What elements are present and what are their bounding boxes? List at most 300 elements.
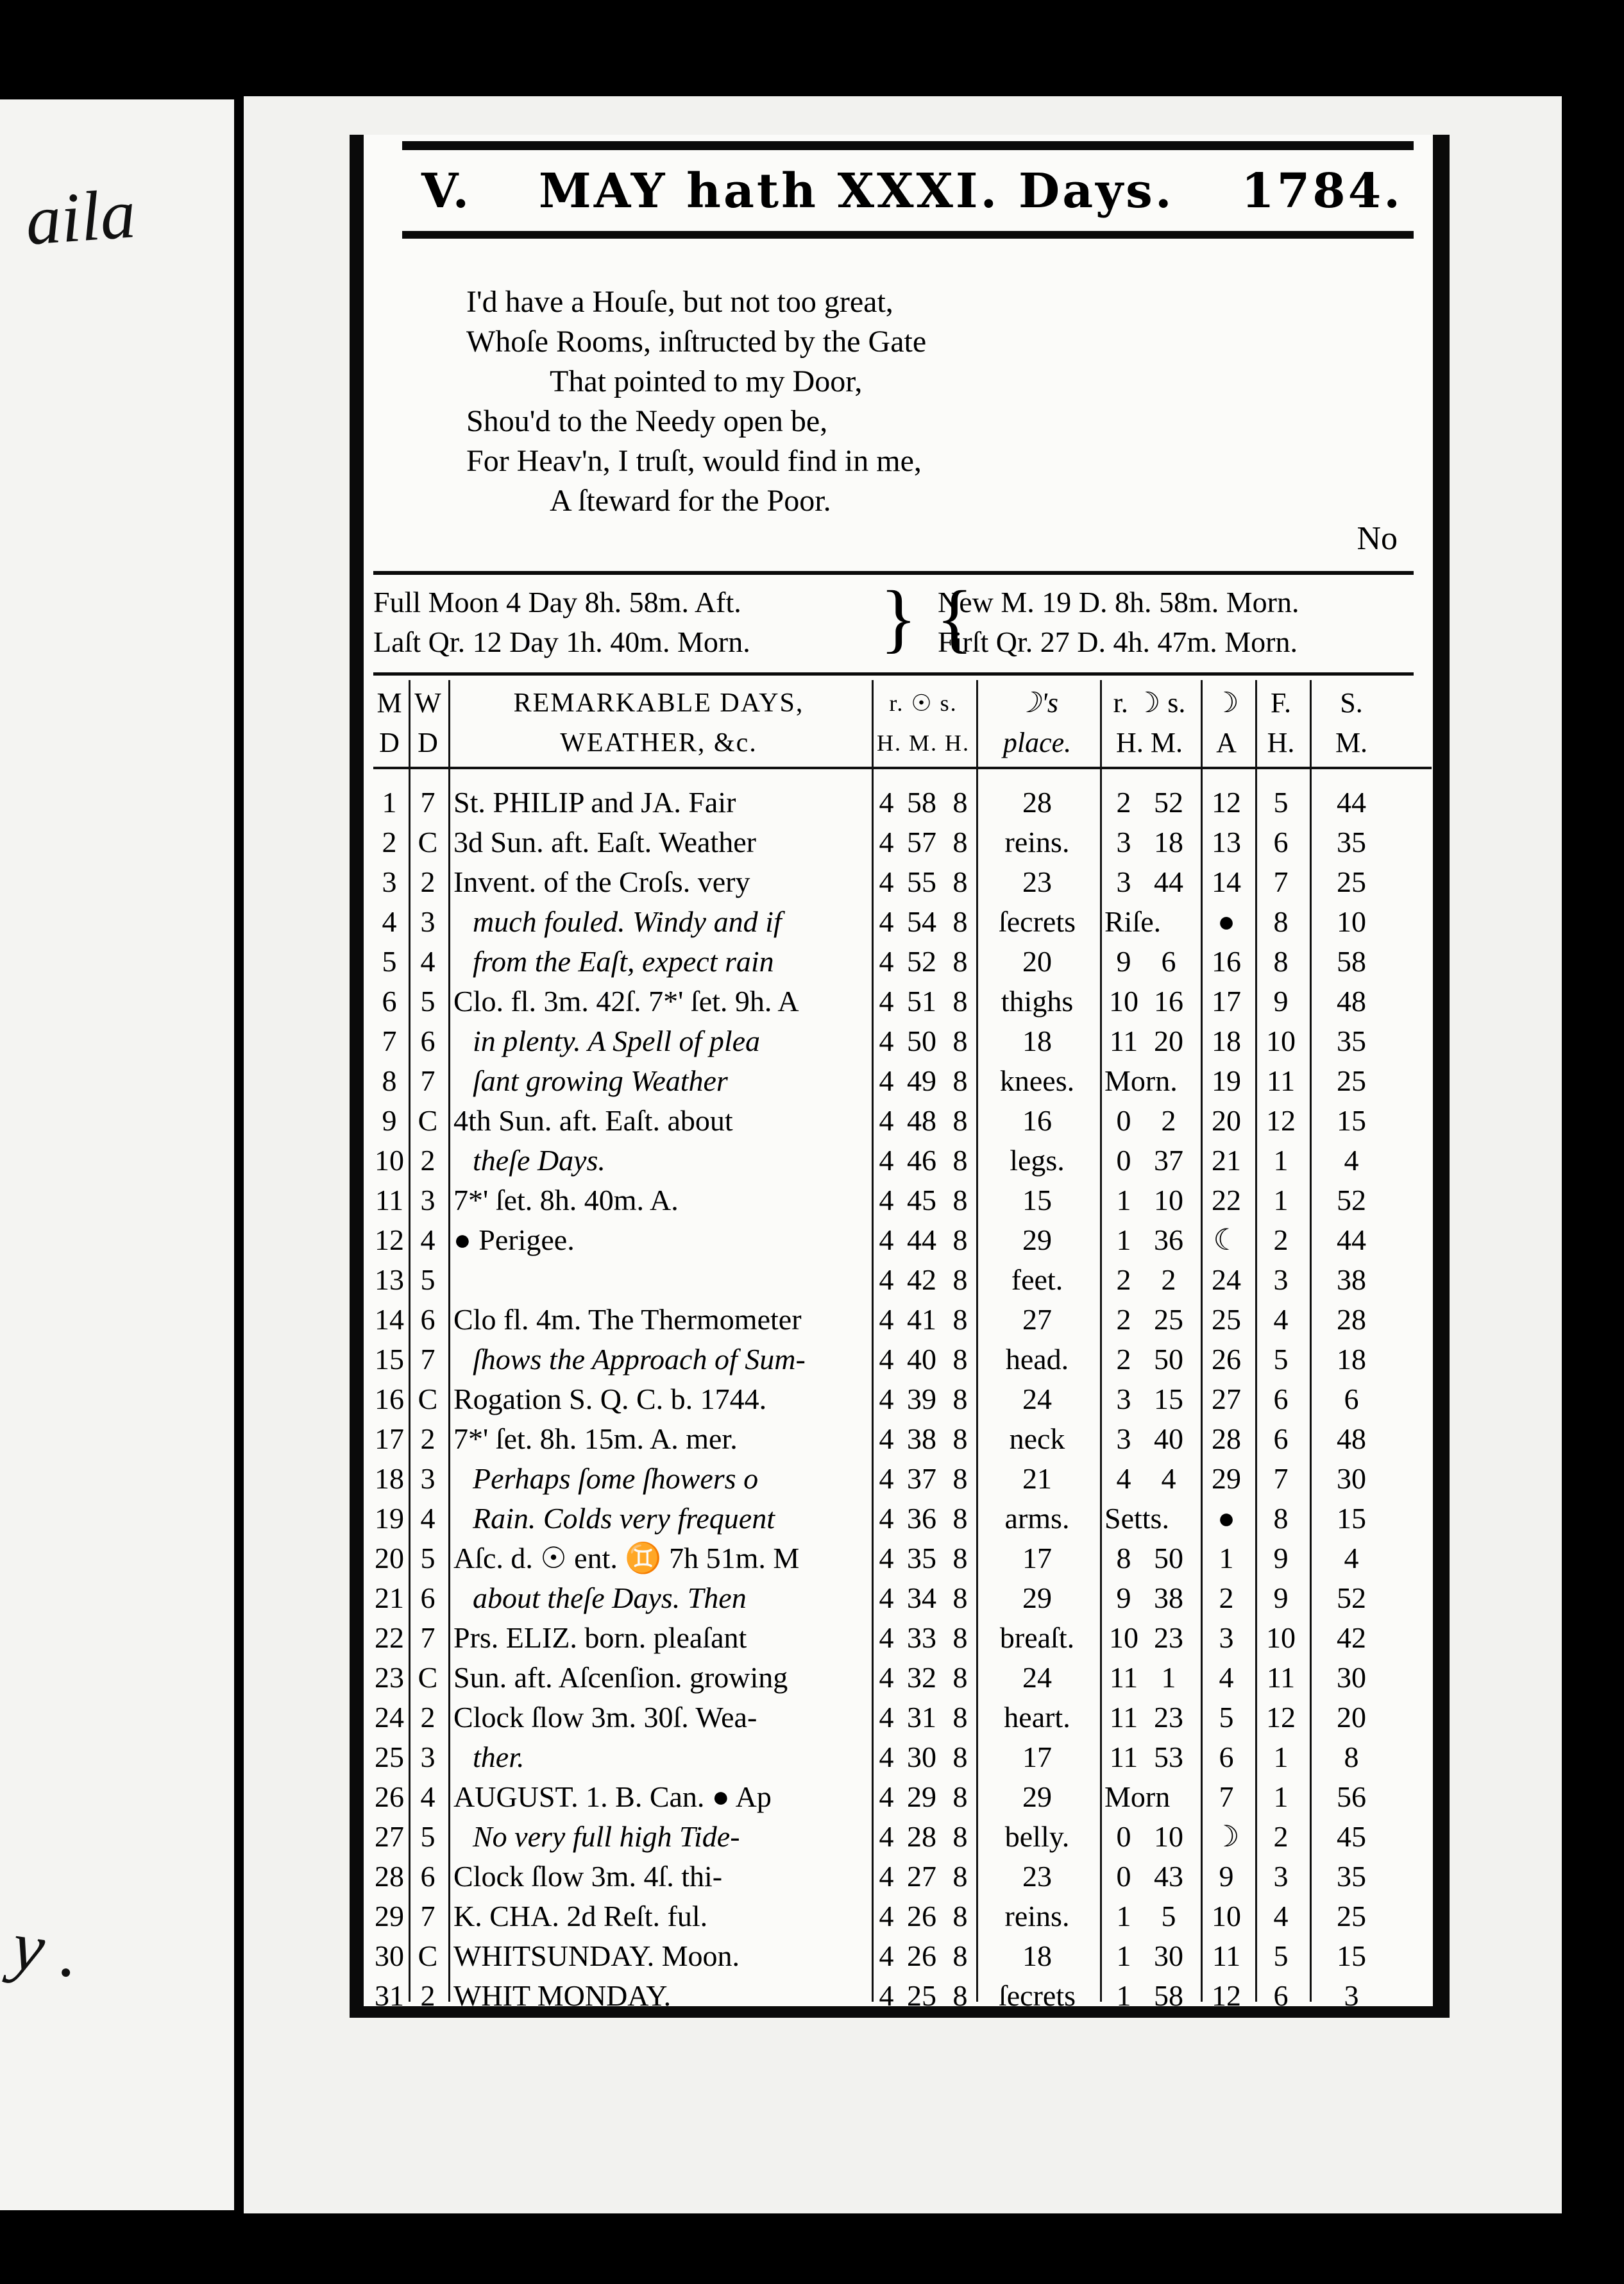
cell-mm: 20 — [1154, 1025, 1183, 1057]
phases-rule-bottom — [373, 672, 1414, 676]
col-flood: F. H. — [1267, 687, 1295, 758]
cell-fh: 12 — [1266, 1104, 1296, 1137]
cell-sm: 44 — [907, 1223, 936, 1256]
cell-sea: 25 — [1337, 1064, 1366, 1097]
table-row — [373, 822, 1432, 862]
verse-line: For Heav'n, I truſt, would find in me, — [466, 444, 922, 478]
cell-sm: 26 — [907, 1900, 936, 1932]
cell-ss: 8 — [952, 905, 968, 938]
cell-sm: 48 — [907, 1104, 936, 1137]
cell-rem: ſant growing Weather — [473, 1064, 728, 1097]
cell-sh: 4 — [879, 1741, 894, 1773]
cell-sm: 42 — [907, 1263, 936, 1296]
full-moon: Full Moon 4 Day 8h. 58m. Aft. — [373, 586, 741, 618]
cell-mh: 11 — [1109, 1741, 1138, 1773]
left-page-scribble-bottom: y . — [8, 1905, 85, 1993]
cell-ma: 19 — [1212, 1064, 1241, 1097]
cell-md: 6 — [382, 985, 397, 1018]
cell-mh: 1 — [1116, 1939, 1131, 1972]
table-row — [373, 1817, 1432, 1857]
table-row — [373, 1141, 1432, 1180]
cell-sea: 15 — [1337, 1104, 1366, 1137]
cell-sea: 28 — [1337, 1303, 1366, 1336]
cell-sea: 58 — [1337, 945, 1366, 978]
cell-mm: 38 — [1154, 1581, 1183, 1614]
cell-mh: 1 — [1116, 1184, 1131, 1216]
cell-fh: 10 — [1266, 1025, 1296, 1057]
cell-ss: 8 — [952, 1025, 968, 1057]
cell-rem: ● Perigee. — [453, 1223, 575, 1256]
cell-rem: ther. — [473, 1741, 525, 1773]
cell-ss: 8 — [952, 1263, 968, 1296]
cell-ss: 8 — [952, 1780, 968, 1813]
cell-mm: 25 — [1154, 1303, 1183, 1336]
cell-pl: 23 — [1022, 865, 1052, 898]
cell-md: 16 — [375, 1383, 404, 1415]
cell-wd: 6 — [420, 1860, 436, 1893]
cell-sh: 4 — [879, 1422, 894, 1455]
cell-ma: 2 — [1219, 1581, 1234, 1614]
cell-ss: 8 — [952, 1939, 968, 1972]
table-header — [373, 680, 1432, 776]
cell-mh: Morn. — [1104, 1064, 1178, 1097]
title-rule — [402, 231, 1414, 239]
cell-mm: 10 — [1154, 1184, 1183, 1216]
cell-wd: 3 — [420, 1184, 436, 1216]
cell-mh: 11 — [1109, 1661, 1138, 1694]
cell-mh: 1 — [1116, 1900, 1131, 1932]
cell-sh: 4 — [879, 1979, 894, 2012]
cell-rem: Invent. of the Croſs. very — [453, 865, 750, 898]
cell-md: 23 — [375, 1661, 404, 1694]
cell-pl: belly. — [1004, 1820, 1070, 1853]
cell-mh: 2 — [1116, 1303, 1131, 1336]
cell-ss: 8 — [952, 1542, 968, 1574]
table-row — [373, 862, 1432, 902]
cell-wd: C — [418, 1939, 438, 1972]
cell-fh: 8 — [1273, 945, 1289, 978]
cell-ma: 10 — [1212, 1900, 1241, 1932]
header-rule — [373, 767, 1432, 769]
cell-wd: 2 — [420, 1422, 436, 1455]
cell-pl: 17 — [1022, 1542, 1052, 1574]
cell-rem: Sun. aft. Aſcenſion. growing — [453, 1661, 788, 1694]
cell-ss: 8 — [952, 1064, 968, 1097]
cell-ma: 20 — [1212, 1104, 1241, 1137]
cell-sm: 30 — [907, 1741, 936, 1773]
cell-mm: 52 — [1154, 786, 1183, 819]
cell-ss: 8 — [952, 1184, 968, 1216]
cell-md: 8 — [382, 1064, 397, 1097]
cell-mm: 6 — [1161, 945, 1176, 978]
cell-mh: Riſe. — [1104, 905, 1162, 938]
cell-rem: Clo. fl. 3m. 42ſ. 7*' ſet. 9h. A — [453, 985, 799, 1018]
cell-sm: 34 — [907, 1581, 936, 1614]
cell-ma: 9 — [1219, 1860, 1234, 1893]
cell-pl: ſecrets — [998, 1979, 1076, 2012]
cell-sh: 4 — [879, 1621, 894, 1654]
cell-fh: 6 — [1273, 1383, 1289, 1415]
cell-mh: 0 — [1116, 1820, 1131, 1853]
table-row — [373, 1896, 1432, 1936]
cell-mh: 2 — [1116, 786, 1131, 819]
cell-fh: 11 — [1266, 1064, 1296, 1097]
cell-sh: 4 — [879, 1542, 894, 1574]
cell-pl: 29 — [1022, 1223, 1052, 1256]
cell-sm: 49 — [907, 1064, 936, 1097]
verse — [466, 282, 1236, 521]
cell-ma: 7 — [1219, 1780, 1234, 1813]
table-row — [373, 1021, 1432, 1061]
cell-sm: 37 — [907, 1462, 936, 1495]
cell-fh: 3 — [1273, 1860, 1289, 1893]
cell-mm: 1 — [1161, 1661, 1176, 1694]
cell-wd: 4 — [420, 945, 436, 978]
cell-fh: 4 — [1273, 1900, 1289, 1932]
cell-sm: 32 — [907, 1661, 936, 1694]
table-row — [373, 1260, 1432, 1300]
cell-sea: 25 — [1337, 865, 1366, 898]
cell-ma: 11 — [1212, 1939, 1241, 1972]
cell-md: 15 — [375, 1343, 404, 1376]
cell-ma: 12 — [1212, 786, 1241, 819]
cell-ss: 8 — [952, 826, 968, 858]
cell-sh: 4 — [879, 1820, 894, 1853]
cell-mm: 15 — [1154, 1383, 1183, 1415]
cell-sm: 31 — [907, 1701, 936, 1734]
cell-ma: 29 — [1212, 1462, 1241, 1495]
cell-pl: 17 — [1022, 1741, 1052, 1773]
cell-ss: 8 — [952, 1581, 968, 1614]
cell-sh: 4 — [879, 865, 894, 898]
cell-pl: knees. — [999, 1064, 1075, 1097]
cell-md: 3 — [382, 865, 397, 898]
moon-phases — [373, 577, 1432, 664]
cell-ma: 17 — [1212, 985, 1241, 1018]
cell-ss: 8 — [952, 1979, 968, 2012]
cell-md: 20 — [375, 1542, 404, 1574]
cell-mm: 44 — [1154, 865, 1183, 898]
cell-ma: ● — [1217, 905, 1235, 938]
cell-wd: 3 — [420, 905, 436, 938]
cell-mh: 0 — [1116, 1104, 1131, 1137]
cell-mm: 50 — [1154, 1542, 1183, 1574]
cell-wd: 5 — [420, 1820, 436, 1853]
cell-ma: 16 — [1212, 945, 1241, 978]
cell-sm: 27 — [907, 1860, 936, 1893]
cell-wd: 2 — [420, 1979, 436, 2012]
cell-ss: 8 — [952, 786, 968, 819]
cell-md: 12 — [375, 1223, 404, 1256]
cell-wd: 6 — [420, 1303, 436, 1336]
cell-wd: 7 — [420, 1621, 436, 1654]
cell-fh: 9 — [1273, 1581, 1289, 1614]
cell-mm: 18 — [1154, 826, 1183, 858]
cell-mh: 3 — [1116, 1422, 1131, 1455]
table-row — [373, 1180, 1432, 1220]
cell-ss: 8 — [952, 1343, 968, 1376]
cell-md: 2 — [382, 826, 397, 858]
cell-pl: arms. — [1004, 1502, 1070, 1535]
cell-pl: ſecrets — [998, 905, 1076, 938]
cell-sea: 35 — [1337, 1025, 1366, 1057]
cell-pl: feet. — [1011, 1263, 1063, 1296]
month-name: MAY hath XXXI. Days. — [538, 163, 1174, 219]
cell-fh: 1 — [1273, 1184, 1289, 1216]
cell-sea: 15 — [1337, 1939, 1366, 1972]
cell-mm: 40 — [1154, 1422, 1183, 1455]
cell-fh: 9 — [1273, 1542, 1289, 1574]
verse-line: Shou'd to the Needy open be, — [466, 404, 828, 438]
cell-sea: 56 — [1337, 1780, 1366, 1813]
table-row — [373, 1300, 1432, 1340]
cell-wd: 4 — [420, 1780, 436, 1813]
cell-wd: C — [418, 1104, 438, 1137]
cell-wd: 7 — [420, 786, 436, 819]
col-moon-place: ☽'s place. — [1002, 687, 1072, 758]
cell-ss: 8 — [952, 1383, 968, 1415]
cell-ma: ● — [1217, 1502, 1235, 1535]
cell-ma: 6 — [1219, 1741, 1234, 1773]
cell-mh: 3 — [1116, 1383, 1131, 1415]
cell-mm: 58 — [1154, 1979, 1183, 2012]
cell-rem: 7*' ſet. 8h. 15m. A. mer. — [453, 1422, 738, 1455]
cell-rem: Aſc. d. ☉ ent. ♊ 7h 51m. M — [453, 1542, 800, 1574]
cell-ss: 8 — [952, 1701, 968, 1734]
catchword: No — [1357, 520, 1398, 557]
cell-mh: 1 — [1116, 1979, 1131, 2012]
new-moon: New M. 19 D. 8h. 58m. Morn. — [938, 586, 1299, 618]
cell-ma: 13 — [1212, 826, 1241, 858]
cell-pl: 23 — [1022, 1860, 1052, 1893]
cell-fh: 10 — [1266, 1621, 1296, 1654]
cell-sh: 4 — [879, 1343, 894, 1376]
cell-md: 22 — [375, 1621, 404, 1654]
cell-sh: 4 — [879, 1701, 894, 1734]
cell-sh: 4 — [879, 1661, 894, 1694]
cell-rem: much fouled. Windy and if — [473, 905, 782, 938]
col-wd: W D — [414, 687, 441, 758]
cell-md: 21 — [375, 1581, 404, 1614]
cell-wd: 5 — [420, 1542, 436, 1574]
cell-mh: 11 — [1109, 1025, 1138, 1057]
cell-md: 29 — [375, 1900, 404, 1932]
phase-brace: } { — [880, 575, 974, 660]
cell-sm: 33 — [907, 1621, 936, 1654]
cell-sea: 44 — [1337, 786, 1366, 819]
almanac-page-frame — [350, 135, 1450, 2018]
first-quarter: Firſt Qr. 27 D. 4h. 47m. Morn. — [938, 626, 1298, 658]
cell-sea: 48 — [1337, 1422, 1366, 1455]
cell-ma: 22 — [1212, 1184, 1241, 1216]
cell-ss: 8 — [952, 1303, 968, 1336]
cell-sh: 4 — [879, 826, 894, 858]
cell-md: 11 — [375, 1184, 404, 1216]
col-md: M D — [376, 687, 402, 758]
cell-rem: K. CHA. 2d Reſt. ful. — [453, 1900, 708, 1932]
cell-pl: thighs — [1001, 985, 1074, 1018]
cell-sm: 25 — [907, 1979, 936, 2012]
cell-rem: AUGUST. 1. B. Can. ● Ap — [453, 1780, 772, 1813]
cell-mm: 37 — [1154, 1144, 1183, 1177]
cell-fh: 6 — [1273, 826, 1289, 858]
cell-ma: 3 — [1219, 1621, 1234, 1654]
cell-mm: 5 — [1161, 1900, 1176, 1932]
cell-wd: C — [418, 1383, 438, 1415]
cell-fh: 1 — [1273, 1780, 1289, 1813]
cell-fh: 7 — [1273, 1462, 1289, 1495]
cell-mm: 23 — [1154, 1701, 1183, 1734]
cell-fh: 5 — [1273, 786, 1289, 819]
cell-ss: 8 — [952, 1422, 968, 1455]
table-row — [373, 1061, 1432, 1101]
cell-sm: 46 — [907, 1144, 936, 1177]
cell-sea: 38 — [1337, 1263, 1366, 1296]
cell-fh: 7 — [1273, 865, 1289, 898]
cell-sm: 52 — [907, 945, 936, 978]
cell-wd: 6 — [420, 1581, 436, 1614]
cell-sh: 4 — [879, 905, 894, 938]
cell-sea: 30 — [1337, 1661, 1366, 1694]
cell-sea: 44 — [1337, 1223, 1366, 1256]
table-row — [373, 1340, 1432, 1379]
cell-wd: C — [418, 826, 438, 858]
cell-sm: 35 — [907, 1542, 936, 1574]
cell-sh: 4 — [879, 1860, 894, 1893]
cell-sh: 4 — [879, 1939, 894, 1972]
cell-sea: 10 — [1337, 905, 1366, 938]
cell-sm: 54 — [907, 905, 936, 938]
cell-wd: 2 — [420, 865, 436, 898]
cell-ss: 8 — [952, 1104, 968, 1137]
top-rule — [402, 141, 1414, 150]
cell-wd: 4 — [420, 1223, 436, 1256]
cell-pl: 18 — [1022, 1939, 1052, 1972]
cell-pl: 15 — [1022, 1184, 1052, 1216]
cell-md: 26 — [375, 1780, 404, 1813]
cell-ma: 1 — [1219, 1542, 1234, 1574]
month-number: V. — [421, 163, 472, 219]
cell-ss: 8 — [952, 1860, 968, 1893]
table-row — [373, 1618, 1432, 1658]
cell-ss: 8 — [952, 1144, 968, 1177]
table-row — [373, 1499, 1432, 1538]
cell-mh: 1 — [1116, 1223, 1131, 1256]
cell-rem: from the Eaſt, expect rain — [473, 945, 774, 978]
cell-ma: 21 — [1212, 1144, 1241, 1177]
cell-mh: 3 — [1116, 826, 1131, 858]
cell-mh: 4 — [1116, 1462, 1131, 1495]
cell-sh: 4 — [879, 1184, 894, 1216]
cell-wd: 5 — [420, 1263, 436, 1296]
cell-mh: 10 — [1109, 1621, 1138, 1654]
cell-pl: 29 — [1022, 1581, 1052, 1614]
cell-sea: 25 — [1337, 1900, 1366, 1932]
cell-mh: 2 — [1116, 1263, 1131, 1296]
table-row — [373, 902, 1432, 942]
cell-rem: No very full high Tide- — [473, 1820, 740, 1853]
cell-sm: 57 — [907, 826, 936, 858]
table-row — [373, 942, 1432, 982]
table-row — [373, 1538, 1432, 1578]
cell-md: 1 — [382, 786, 397, 819]
table-row — [373, 1698, 1432, 1737]
cell-pl: 27 — [1022, 1303, 1052, 1336]
cell-rem: in plenty. A Spell of plea — [473, 1025, 761, 1057]
cell-mh: 0 — [1116, 1860, 1131, 1893]
cell-sea: 35 — [1337, 1860, 1366, 1893]
cell-mm: 4 — [1161, 1462, 1176, 1495]
cell-fh: 2 — [1273, 1223, 1289, 1256]
month-title — [421, 160, 1403, 221]
cell-rem: Prs. ELIZ. born. pleaſant — [453, 1621, 747, 1654]
cell-mm: 10 — [1154, 1820, 1183, 1853]
cell-fh: 8 — [1273, 905, 1289, 938]
cell-wd: 4 — [420, 1502, 436, 1535]
cell-ma: 28 — [1212, 1422, 1241, 1455]
cell-mh: Setts. — [1104, 1502, 1169, 1535]
cell-fh: 11 — [1266, 1661, 1296, 1694]
moon-phases-right — [938, 583, 1299, 662]
cell-fh: 6 — [1273, 1422, 1289, 1455]
cell-ss: 8 — [952, 1900, 968, 1932]
cell-ma: 5 — [1219, 1701, 1234, 1734]
cell-fh: 6 — [1273, 1979, 1289, 2012]
cell-pl: 16 — [1022, 1104, 1052, 1137]
cell-mh: 10 — [1109, 985, 1138, 1018]
cell-rem: 4th Sun. aft. Eaſt. about — [453, 1104, 733, 1137]
cell-sea: 15 — [1337, 1502, 1366, 1535]
cell-mh: 9 — [1116, 945, 1131, 978]
calendar-rows — [373, 783, 1432, 2016]
moon-phases-left — [373, 583, 750, 662]
cell-ss: 8 — [952, 945, 968, 978]
cell-wd: C — [418, 1661, 438, 1694]
cell-md: 27 — [375, 1820, 404, 1853]
cell-mm: 16 — [1154, 985, 1183, 1018]
cell-ss: 8 — [952, 1462, 968, 1495]
cell-sm: 26 — [907, 1939, 936, 1972]
col-moon-age: ☽ A — [1214, 687, 1239, 758]
cell-sea: 48 — [1337, 985, 1366, 1018]
cell-fh: 1 — [1273, 1144, 1289, 1177]
left-page-scribble-top: aila — [22, 174, 139, 260]
cell-sh: 4 — [879, 1900, 894, 1932]
cell-fh: 5 — [1273, 1939, 1289, 1972]
table-row — [373, 1101, 1432, 1141]
cell-md: 30 — [375, 1939, 404, 1972]
cell-rem: about theſe Days. Then — [473, 1581, 747, 1614]
cell-sm: 51 — [907, 985, 936, 1018]
cell-sea: 4 — [1344, 1542, 1359, 1574]
cell-mh: 11 — [1109, 1701, 1138, 1734]
cell-fh: 9 — [1273, 985, 1289, 1018]
cell-md: 24 — [375, 1701, 404, 1734]
cell-pl: head. — [1005, 1343, 1069, 1376]
cell-sm: 41 — [907, 1303, 936, 1336]
cell-md: 10 — [375, 1144, 404, 1177]
cell-mm: 2 — [1161, 1104, 1176, 1137]
verse-line: Whoſe Rooms, inſtructed by the Gate — [466, 325, 927, 359]
cell-rem: theſe Days. — [473, 1144, 605, 1177]
cell-sm: 40 — [907, 1343, 936, 1376]
cell-mm: 50 — [1154, 1343, 1183, 1376]
cell-pl: breaſt. — [999, 1621, 1075, 1654]
cell-sea: 52 — [1337, 1581, 1366, 1614]
cell-rem: 7*' ſet. 8h. 40m. A. — [453, 1184, 679, 1216]
cell-sm: 58 — [907, 786, 936, 819]
cell-sh: 4 — [879, 1025, 894, 1057]
